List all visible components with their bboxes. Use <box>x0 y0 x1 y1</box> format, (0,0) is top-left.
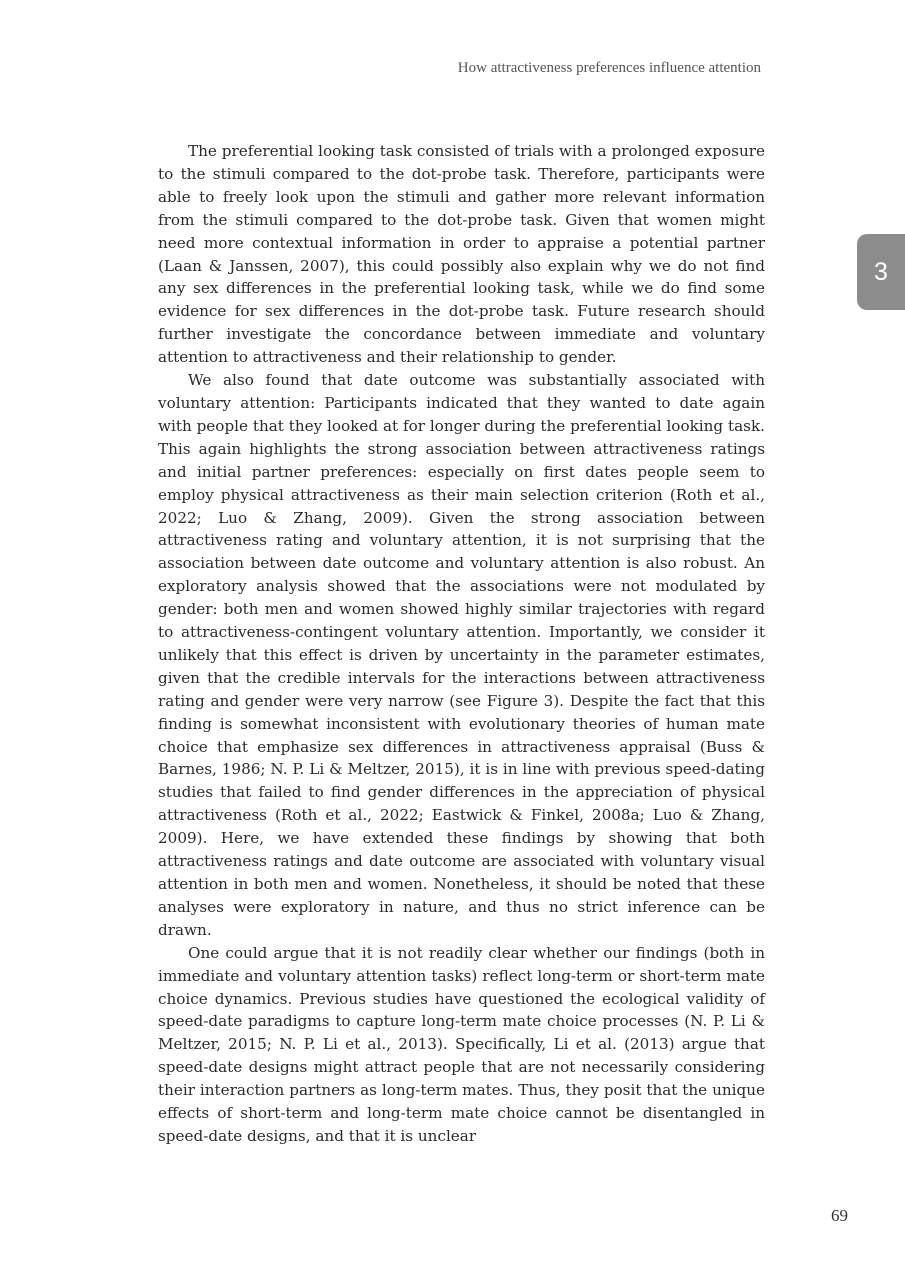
running-header: How attractiveness preferences influence attention <box>457 60 761 76</box>
paragraph-2: We also found that date outcome was substantially associated with voluntary attention: Participants indicated that they wanted to date again with people that they looked at for longer during the preferential looking task. This again highlights the strong association between attractiveness ratings and initial partner preferences: especially on first dates people seem to employ physical attractiveness as their main selection criterion (Roth et al., 2022; Luo & Zhang, 2009). Given the strong association between attractiveness rating and voluntary attention, it is not surprising that the association between date outcome and voluntary attention is also robust. An exploratory analysis showed that the associations were not modulated by gender: both men and women showed highly similar trajectories with regard to attractiveness-contingent voluntary attention. Importantly, we consider it unlikely that this effect is driven by uncertainty in the parameter estimates, given that the credible intervals for the interactions between attractiveness rating and gender were very narrow (see Figure 3). Despite the fact that this finding is somewhat inconsistent with evolutionary theories of human mate choice that emphasize sex differences in attractiveness appraisal (Buss & Barnes, 1986; N. P. Li & Meltzer, 2015), it is in line with previous speed-dating studies that failed to find gender differences in the appreciation of physical attractiveness (Roth et al., 2022; Eastwick & Finkel, 2008a; Luo & Zhang, 2009). Here, we have extended these findings by showing that both attractiveness ratings and date outcome are associated with voluntary visual attention in both men and women. Nonetheless, it should be noted that these analyses were exploratory in nature, and thus no strict inference can be drawn. <box>158 371 765 939</box>
paragraph-1: The preferential looking task consisted of trials with a prolonged exposure to the stimuli compared to the dot-probe task. Therefore, participants were able to freely look upon the stimuli and gather more relevant information from the stimuli compared to the dot-probe task. Given that women might need more contextual information in order to appraise a potential partner (Laan & Janssen, 2007), this could possibly also explain why we do not find any sex differences in the preferential looking task, while we do find some evidence for sex differences in the dot-probe task. Future research should further investigate the concordance between immediate and voluntary attention to attractiveness and their relationship to gender. <box>158 142 765 367</box>
page-number: 69 <box>831 1206 848 1225</box>
chapter-number: 3 <box>874 257 888 286</box>
chapter-tab <box>857 234 905 310</box>
paragraph-3: One could argue that it is not readily clear whether our findings (both in immediate and voluntary attention tasks) reflect long-term or short-term mate choice dynamics. Previous studies have questioned the ecological validity of speed-date paradigms to capture long-term mate choice processes (N. P. Li & Meltzer, 2015; N. P. Li et al., 2013). Specifically, Li et al. (2013) argue that speed-date designs might attract people that are not necessarily considering their interaction partners as long-term mates. Thus, they posit that the unique effects of short-term and long-term mate choice cannot be disentangled in speed-date designs, and that it is unclear <box>158 943 765 1145</box>
body-text <box>158 140 765 1148</box>
